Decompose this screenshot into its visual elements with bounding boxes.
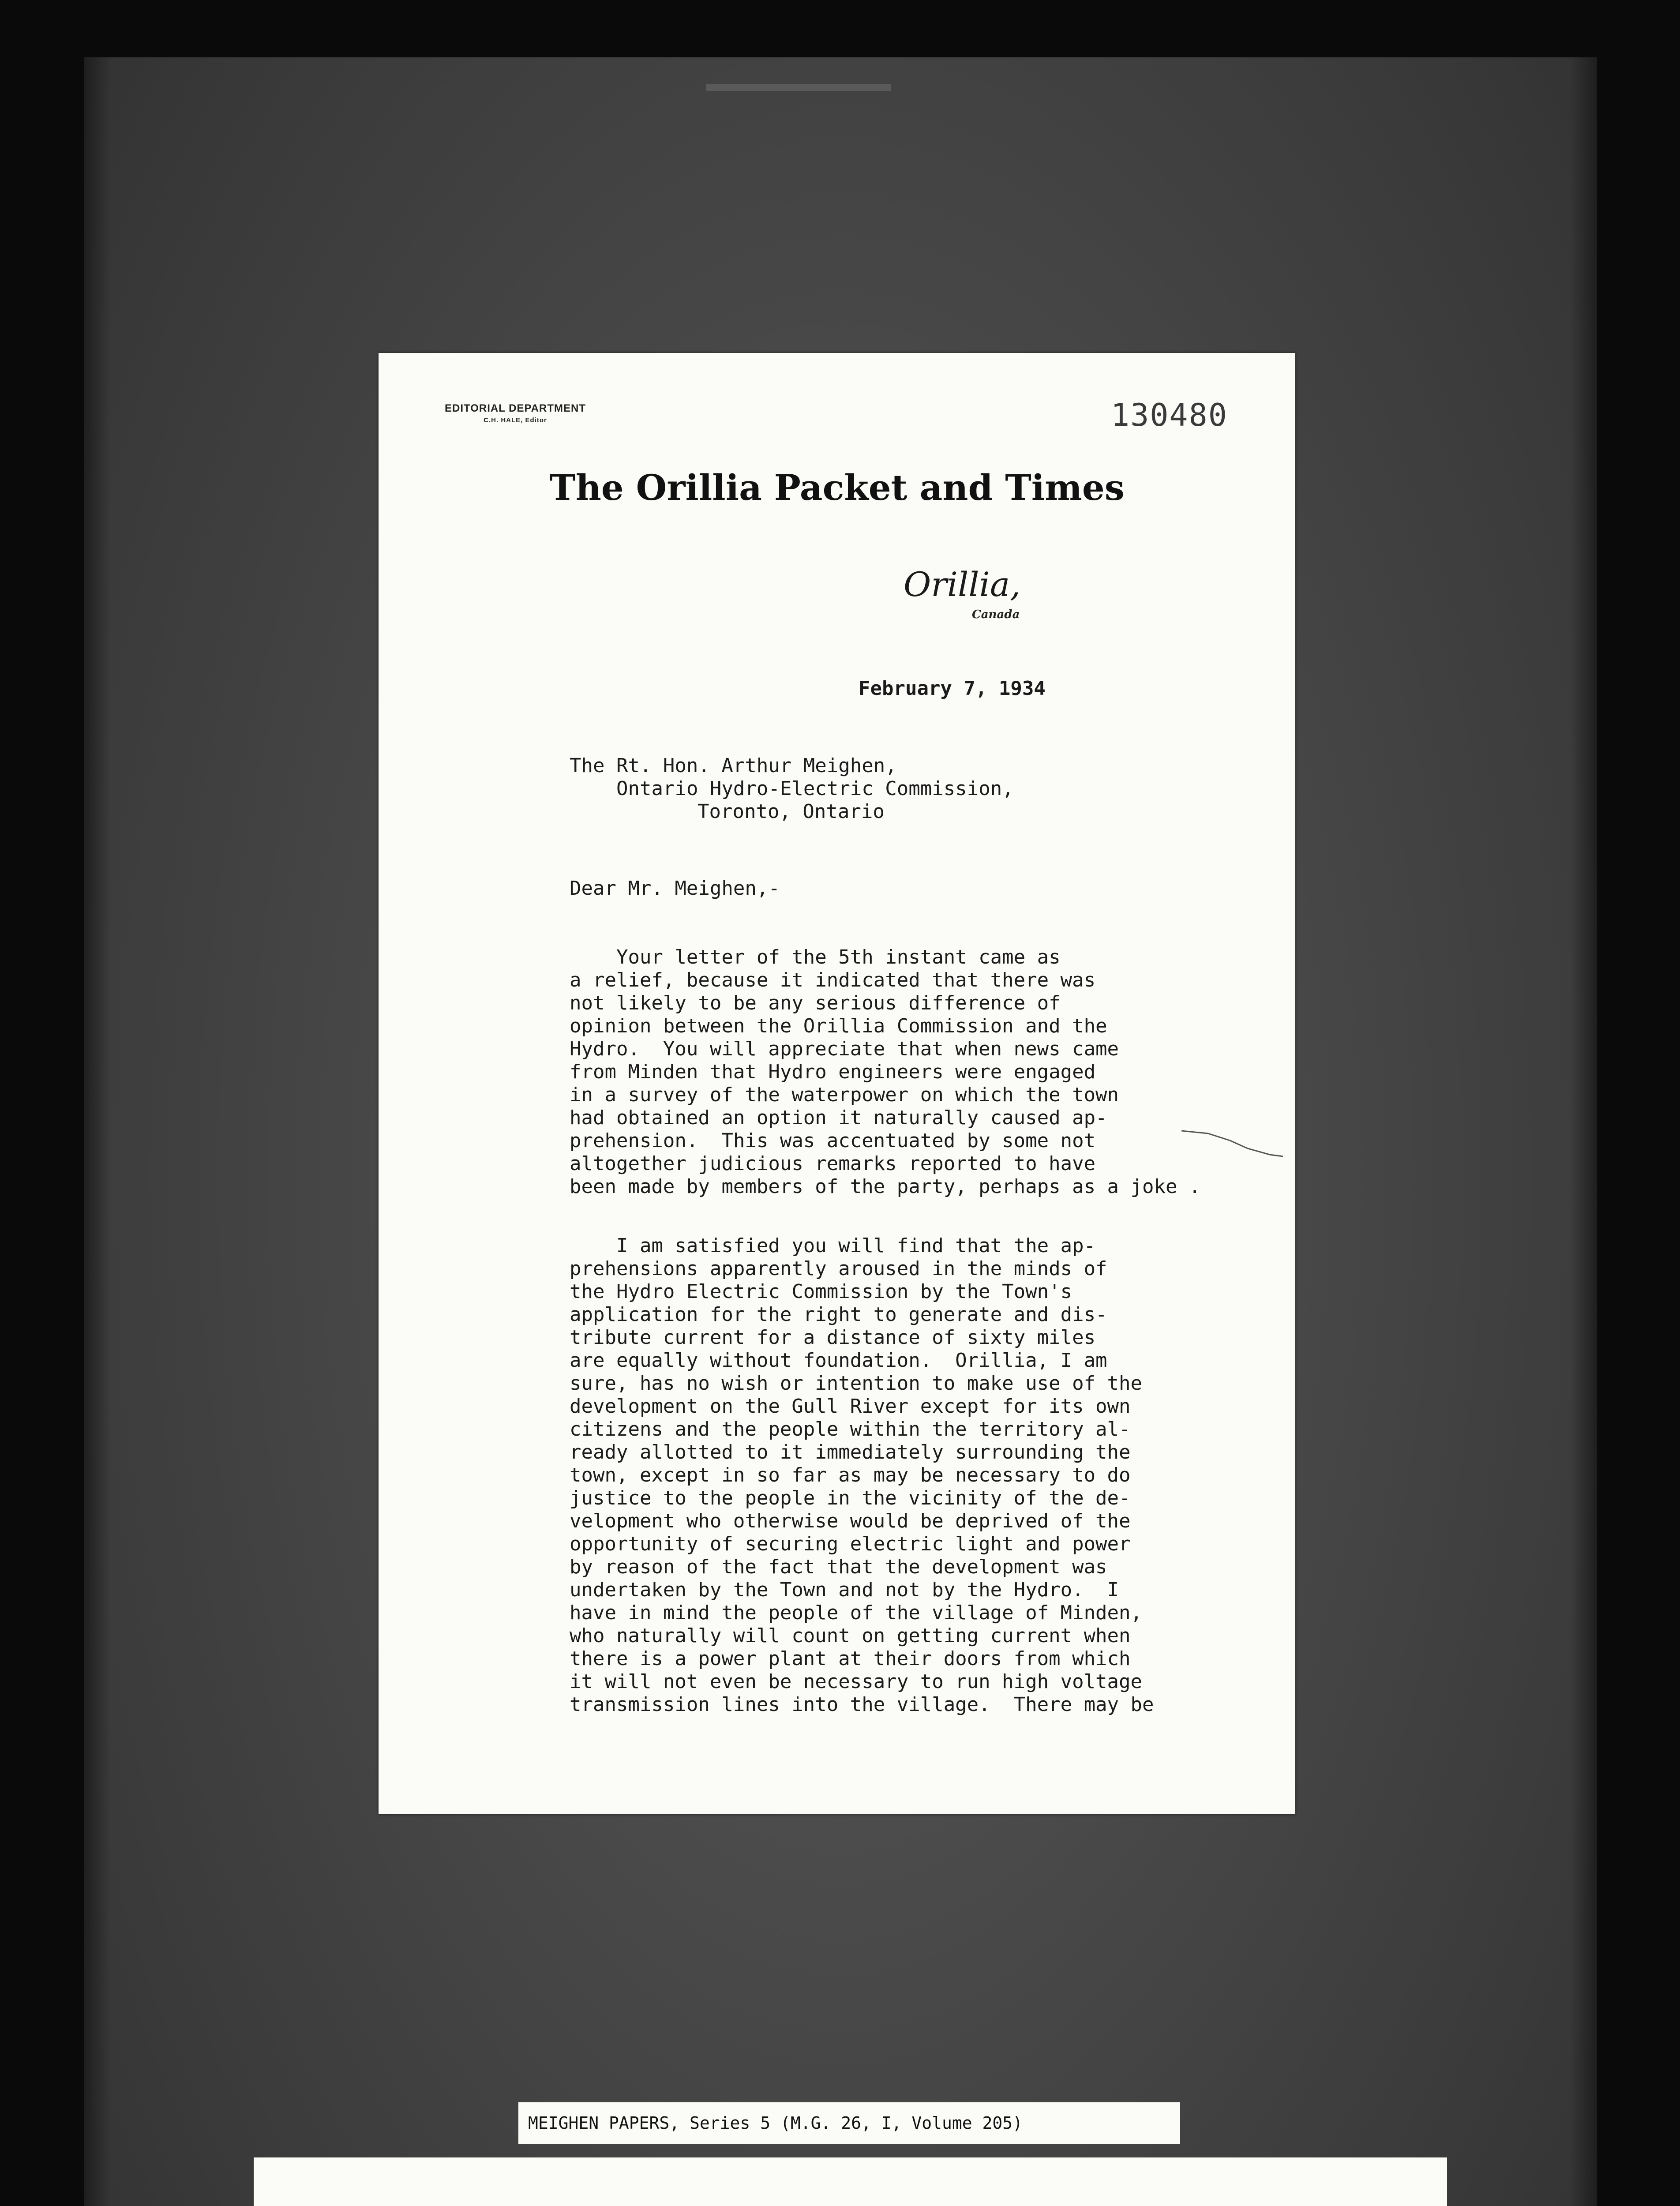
paper-crease-mark — [1181, 1127, 1283, 1163]
collection-label: MEIGHEN PAPERS, Series 5 (M.G. 26, I, Volume 205) — [518, 2102, 1180, 2144]
document-number-stamp: 130480 — [1111, 397, 1228, 433]
text-line: from Minden that Hydro engineers were engaged — [570, 1061, 1096, 1083]
text-line: Your letter of the 5th instant came as — [570, 946, 1061, 968]
text-line: there is a power plant at their doors from which — [570, 1647, 1131, 1670]
text-line: the Hydro Electric Commission by the Town's — [570, 1280, 1072, 1303]
text-line: in a survey of the waterpower on which the town — [570, 1084, 1119, 1106]
text-line: prehensions apparently aroused in the minds of — [570, 1257, 1107, 1280]
text-line: application for the right to generate and dis- — [570, 1303, 1107, 1326]
department-label: EDITORIAL DEPARTMENT — [444, 402, 586, 414]
text-line: justice to the people in the vicinity of the de- — [570, 1487, 1131, 1509]
text-line: transmission lines into the village. There may be — [570, 1693, 1154, 1716]
text-line: opinion between the Orillia Commission and the — [570, 1015, 1107, 1037]
text-line: who naturally will count on getting current when — [570, 1624, 1131, 1647]
address-line: The Rt. Hon. Arthur Meighen, — [570, 754, 897, 777]
text-line: had obtained an option it naturally caused ap- — [570, 1107, 1107, 1129]
text-line: not likely to be any serious difference of — [570, 992, 1061, 1014]
letterhead-country: Canada — [972, 608, 1020, 621]
mount-shadow-left — [84, 57, 110, 2206]
newspaper-masthead: The Orillia Packet and Times — [549, 467, 1125, 508]
text-line: town, except in so far as may be necessary to do — [570, 1464, 1131, 1486]
letterhead-department-block — [423, 402, 608, 424]
text-line: been made by members of the party, perhaps as a joke . — [570, 1175, 1201, 1198]
address-line: Ontario Hydro-Electric Commission, — [616, 777, 1014, 800]
archives-card — [254, 2157, 1447, 2206]
text-line: undertaken by the Town and not by the Hydro. I — [570, 1579, 1119, 1601]
letterhead-place: Orillia, — [904, 565, 1021, 604]
text-line: development on the Gull River except for its own — [570, 1395, 1131, 1418]
tape-strip — [706, 84, 891, 91]
text-line: tribute current for a distance of sixty miles — [570, 1326, 1096, 1349]
mount-shadow-right — [1571, 57, 1597, 2206]
text-line: sure, has no wish or intention to make use of the — [570, 1372, 1143, 1395]
text-line: have in mind the people of the village of Minden, — [570, 1602, 1143, 1624]
text-line: prehension. This was accentuated by some not — [570, 1129, 1096, 1152]
text-line: citizens and the people within the territory al- — [570, 1418, 1131, 1441]
text-line: are equally without foundation. Orillia, I am — [570, 1349, 1107, 1372]
text-line: opportunity of securing electric light and power — [570, 1533, 1131, 1555]
address-line: Toronto, Ontario — [698, 800, 885, 823]
text-line: it will not even be necessary to run high voltage — [570, 1670, 1143, 1693]
letter-page — [379, 353, 1295, 1814]
paragraph-1 — [570, 946, 1200, 1198]
text-line: altogether judicious remarks reported to have — [570, 1152, 1096, 1175]
paragraph-2 — [570, 1234, 1154, 1716]
text-line: a relief, because it indicated that there was — [570, 969, 1096, 991]
text-line: I am satisfied you will find that the ap- — [570, 1234, 1096, 1257]
text-line: by reason of the fact that the development was — [570, 1556, 1107, 1578]
text-line: ready allotted to it immediately surrounding the — [570, 1441, 1131, 1463]
salutation: Dear Mr. Meighen,- — [570, 877, 780, 900]
recipient-address — [570, 754, 1014, 823]
editor-label: C.H. HALE, Editor — [484, 416, 547, 424]
letter-date: February 7, 1934 — [859, 677, 1046, 700]
text-line: Hydro. You will appreciate that when news came — [570, 1038, 1119, 1060]
text-line: velopment who otherwise would be deprived of the — [570, 1510, 1131, 1532]
